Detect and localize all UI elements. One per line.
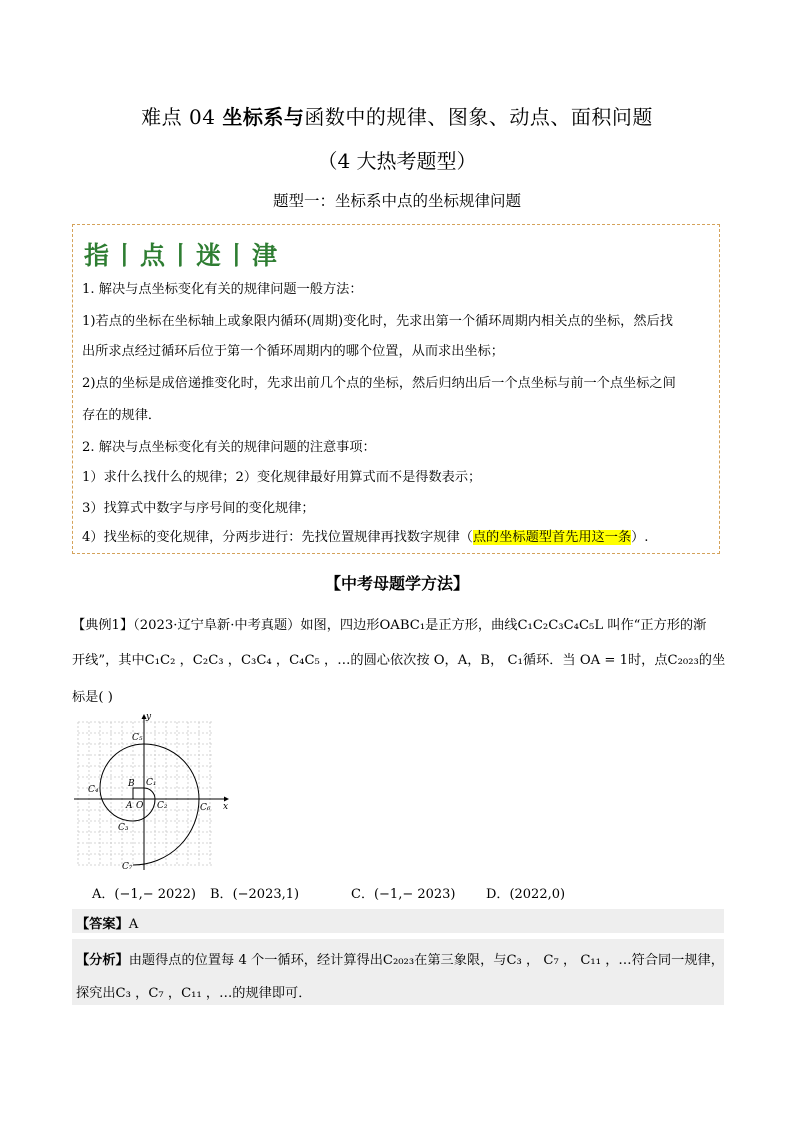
section-heading: 【中考母题学方法】 (324, 574, 469, 593)
involute-figure (72, 712, 237, 872)
analysis-line1 (76, 949, 724, 968)
option-value: (−2023,1) (232, 887, 300, 902)
label-C2: C₂ (157, 801, 168, 811)
tip-end: ）. (631, 530, 649, 545)
tips-banner: 指丨点丨迷丨津 (84, 241, 281, 270)
analysis-block (72, 939, 724, 1005)
tip-line: 1)若点的坐标在坐标轴上或象限内循环(周期)变化时，先求出第一个循环周期内相关点的坐标，然后找 (82, 314, 673, 329)
label-C1: C₁ (146, 778, 157, 788)
square-OABC1 (133, 788, 144, 799)
option-label: A． (92, 887, 115, 902)
option-c[interactable] (351, 883, 456, 902)
example-line: 开线”，其中C₁C₂ ，C₂C₃ ，C₃C₄ ，C₄C₅ ，…的圆心依次按 O，A，B， C₁循环．当 OA = 1时，点C₂₀₂₃的坐 (72, 653, 726, 668)
option-label: B． (210, 887, 233, 902)
tip-line: 出所求点经过循环后位于第一个循环周期内的哪个位置，从而求出坐标； (82, 344, 504, 359)
tip-line-last (82, 529, 648, 547)
label-B: B (128, 779, 135, 789)
answer-label: 【答案】 (76, 917, 129, 932)
analysis-text: 由题得点的位置每 4 个一循环，经计算得出C₂₀₂₃在第三象限，与C₃ ， C₇ ， C₁₁ ，…符合同一规律， (128, 953, 724, 968)
doc-title-line1 (0, 101, 794, 130)
analysis-line2: 探究出C₃ ，C₇ ，C₁₁ ，…的规律即可． (76, 986, 312, 1001)
involute-curve (100, 744, 199, 865)
option-d[interactable] (486, 883, 565, 902)
label-x: x (223, 802, 229, 812)
label-y: y (146, 712, 152, 722)
label-C6: C₆ (200, 803, 211, 813)
answer-value: A (128, 917, 139, 932)
option-value: (−1,− 2023) (373, 887, 456, 902)
example-line: 【典例1】（2023·辽宁阜新·中考真题）如图，四边形OABC₁是正方形，曲线C₁C₂C₃C₄C₅L 叫作“正方形的渐 (72, 618, 707, 633)
option-label: D． (486, 887, 510, 902)
tip-text: 4）找坐标的变化规律，分两步进行：先找位置规律再找数字规律（ (82, 530, 473, 545)
tip-line: 存在的规律． (82, 408, 162, 423)
label-A: A (126, 801, 133, 811)
label-C3: C₃ (118, 823, 129, 833)
option-value: (2022,0) (509, 887, 566, 902)
title-prefix: 难点 04 (141, 105, 223, 129)
highlighted-tip: 点的坐标题型首先用这一条 (472, 530, 632, 545)
title-bold: 坐标系与 (222, 105, 305, 129)
label-C4: C₄ (88, 785, 99, 795)
answer-block (72, 909, 724, 933)
label-C5: C₅ (132, 733, 143, 743)
answer-line (76, 913, 138, 932)
tip-line: 3）找算式中数字与序号间的变化规律； (82, 501, 315, 516)
doc-title-line2: （4 大热考题型） (317, 149, 477, 173)
option-b[interactable] (210, 883, 299, 902)
option-label: C． (351, 887, 374, 902)
title-rest: 函数中的规律、图象、动点、面积问题 (304, 105, 653, 129)
x-arrow (224, 797, 229, 802)
option-value: (−1,− 2022) (114, 887, 196, 902)
tip-line: 2. 解决与点坐标变化有关的规律问题的注意事项： (82, 440, 376, 455)
section-type-title: 题型一：坐标系中点的坐标规律问题 (272, 192, 521, 210)
label-O: O (136, 801, 144, 811)
label-C7: C₇ (122, 862, 133, 872)
analysis-label: 【分析】 (76, 953, 129, 968)
tip-line: 1. 解决与点坐标变化有关的规律问题一般方法： (82, 282, 363, 297)
option-a[interactable] (92, 883, 196, 902)
tip-line: 2)点的坐标是成倍递推变化时，先求出前几个点的坐标，然后归纳出后一个点坐标与前一个点坐标之间 (82, 376, 676, 391)
example-line: 标是( ) (72, 690, 113, 705)
tip-line: 1）求什么找什么的规律；2）变化规律最好用算式而不是得数表示； (82, 470, 482, 485)
